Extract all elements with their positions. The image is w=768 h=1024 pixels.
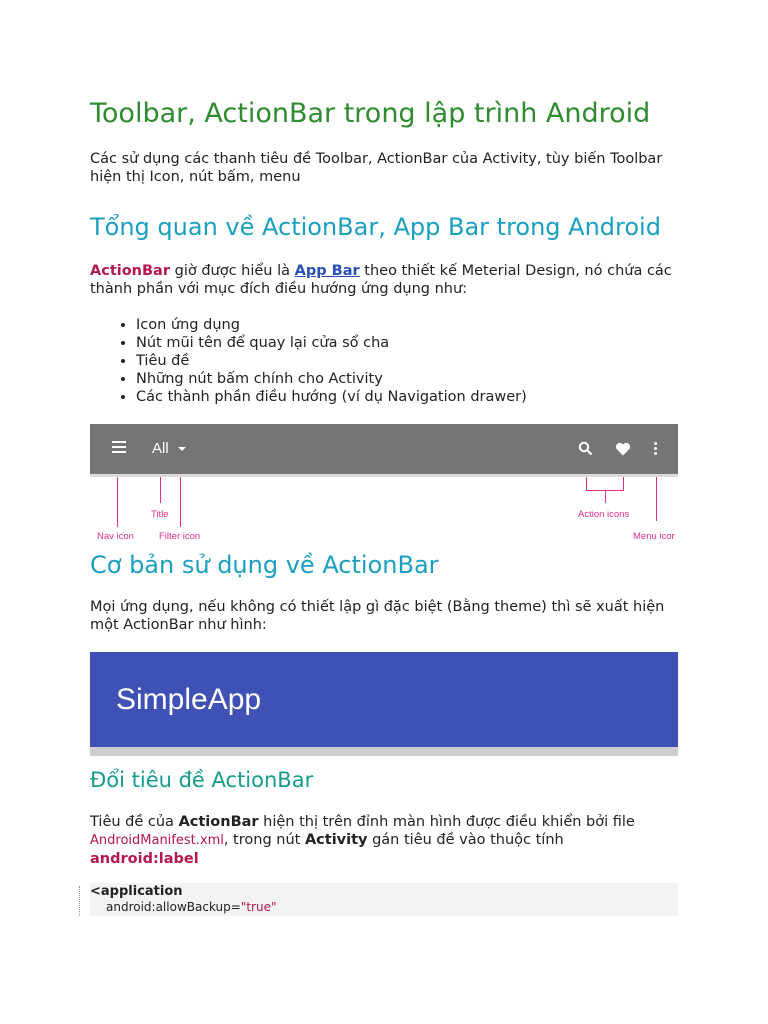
list-item: • Các thành phần điều hướng (ví dụ Navigation drawer) xyxy=(136,388,696,406)
list-item: • Những nút bấm chính cho Activity xyxy=(136,370,696,388)
search-icon xyxy=(578,441,593,456)
basic-paragraph: Mọi ứng dụng, nếu không có thiết lập gì đặc biệt (Bằng theme) thì sẽ xuất hiện một ActionBar như hình: xyxy=(90,599,665,633)
list-item: • Icon ứng dụng xyxy=(136,316,696,334)
menu-icon-label: Menu icor xyxy=(633,531,675,542)
overview-text-a: giờ được hiểu là xyxy=(170,263,295,279)
list-item: • Nút mũi tên để quay lại cửa sổ cha xyxy=(136,334,696,352)
heart-icon xyxy=(615,442,631,456)
android-label-attr: android:label xyxy=(90,851,199,867)
app-bar-link[interactable]: App Bar xyxy=(294,263,360,279)
nav-icon-label: Nav icon xyxy=(97,531,134,542)
change-title-text-d: gán tiêu đề vào thuộc tính xyxy=(367,832,564,848)
title-callout-line xyxy=(160,477,161,503)
code-value: "true" xyxy=(240,900,277,914)
change-title-text-c: , trong nút xyxy=(223,832,305,848)
actionbar-bold: ActionBar xyxy=(178,814,259,830)
section-heading-change-title: Đổi tiêu đề ActionBar xyxy=(90,768,314,792)
intro-text: Các sử dụng các thanh tiêu đề Toolbar, ActionBar của Activity, tùy biến Toolbar hiện thị Icon, nút bấm, menu xyxy=(90,151,663,185)
action-icons-label: Action icons xyxy=(578,509,630,520)
action-icons-bracket-right xyxy=(623,477,624,491)
manifest-file-name: AndroidManifest.xml xyxy=(90,833,224,848)
section-heading-basic: Cơ bản sử dụng về ActionBar xyxy=(90,551,439,579)
simpleapp-screenshot xyxy=(90,652,678,747)
overview-text-b: theo thiết kế Meterial Design, nó chứa các thành phần với mục đích điều hướng ứng dụng như: xyxy=(90,263,672,297)
change-title-text-b: hiện thị trên đỉnh màn hình được điều khiển bởi file xyxy=(258,814,635,830)
overview-paragraph xyxy=(90,262,690,298)
filter-icon-label: Filter icon xyxy=(159,531,201,542)
page-title: Toolbar, ActionBar trong lập trình Android xyxy=(90,98,651,129)
code-line-1: <application xyxy=(90,884,183,899)
list-item: • Tiêu đề xyxy=(136,352,696,370)
code-gutter xyxy=(79,886,81,916)
chevron-down-icon xyxy=(178,447,186,451)
code-line-2 xyxy=(106,900,276,914)
code-attr: android:allowBackup= xyxy=(106,900,241,914)
nav-icon-callout-line xyxy=(117,477,118,527)
appbar-title: All xyxy=(152,440,169,457)
activity-bold: Activity xyxy=(304,832,368,848)
change-title-text-a: Tiêu đề của xyxy=(90,814,179,830)
filter-icon-callout-line xyxy=(180,477,181,527)
section-heading-overview: Tổng quan về ActionBar, App Bar trong Android xyxy=(90,213,661,241)
change-title-paragraph xyxy=(90,813,650,868)
code-block xyxy=(90,883,678,916)
simpleapp-title: SimpleApp xyxy=(116,683,262,716)
appbar-diagram xyxy=(90,424,678,477)
menu-icon xyxy=(112,441,126,453)
menu-icon-callout-line xyxy=(656,477,657,521)
title-label: Title xyxy=(151,509,169,520)
action-icons-bracket-left xyxy=(586,477,587,491)
feature-list xyxy=(90,316,696,406)
action-icons-callout-line xyxy=(605,490,606,503)
simpleapp-shadow xyxy=(90,747,678,756)
actionbar-term: ActionBar xyxy=(90,263,170,279)
more-vert-icon xyxy=(654,442,657,457)
